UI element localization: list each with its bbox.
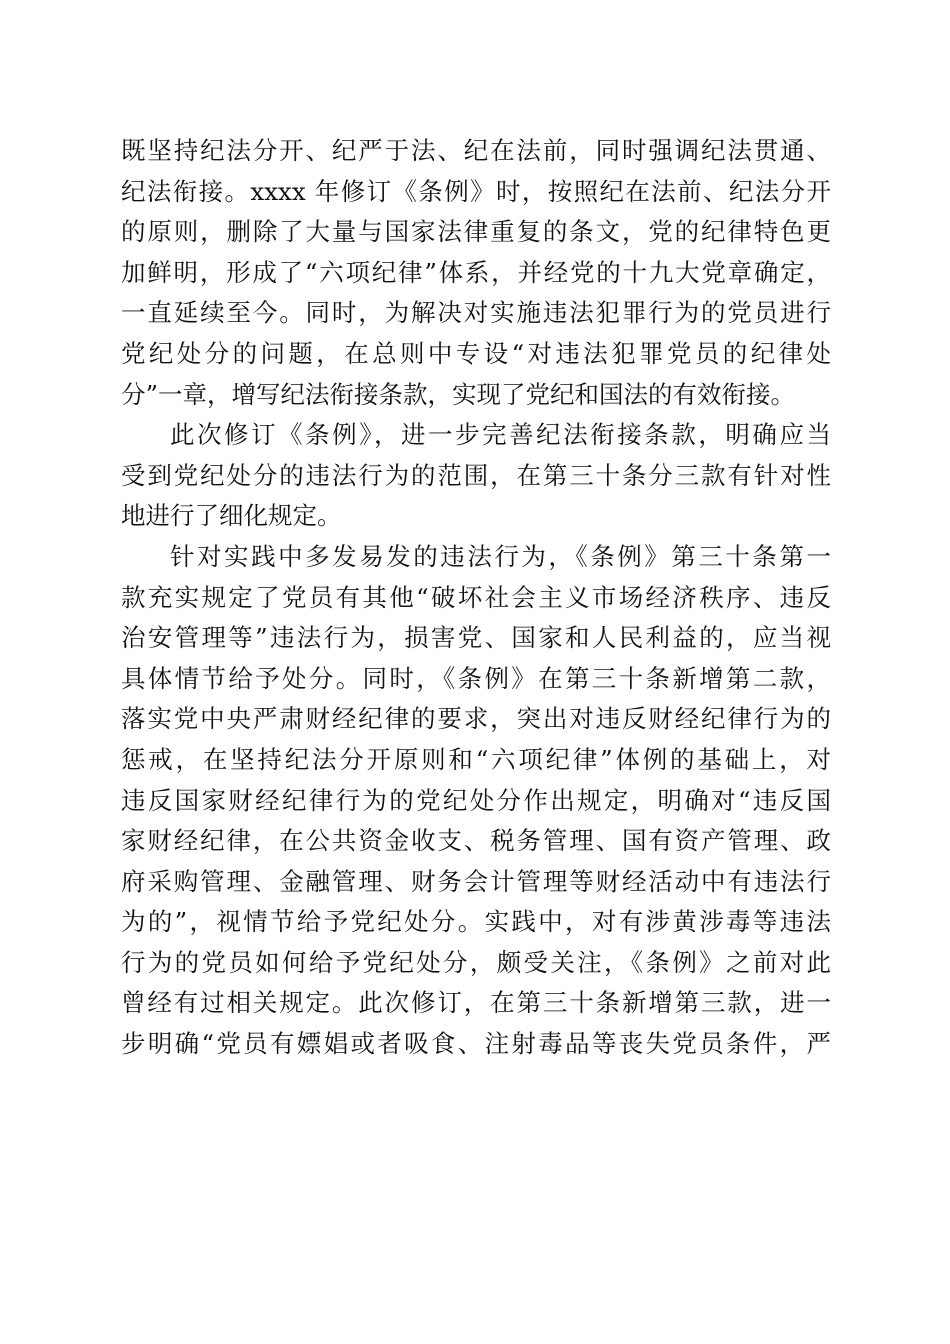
text-line: 既坚持纪法分开、纪严于法、纪在法前，同时强调纪法贯通、 xyxy=(121,136,831,165)
text-line: 治安管理等”违法行为，损害党、国家和人民利益的，应当视 xyxy=(121,623,831,653)
text-line: 府采购管理、金融管理、财务会计管理等财经活动中有违法行 xyxy=(121,866,831,896)
text-line: 党纪处分的问题，在总则中专设“对违法犯罪党员的纪律处 xyxy=(121,338,831,368)
document-body xyxy=(121,131,831,1065)
text-line: 款充实规定了党员有其他“破坏社会主义市场经济秩序、违反 xyxy=(121,582,831,612)
text-line: 步明确“党员有嫖娼或者吸食、注射毒品等丧失党员条件，严 xyxy=(121,1029,831,1059)
text-line: 的原则，删除了大量与国家法律重复的条文，党的纪律特色更 xyxy=(121,217,831,247)
text-line: 惩戒，在坚持纪法分开原则和“六项纪律”体例的基础上，对 xyxy=(121,744,831,774)
paragraph-first-line: 针对实践中多发易发的违法行为，《条例》第三十条第一 xyxy=(170,541,831,571)
text-line: 分”一章，增写纪法衔接条款，实现了党纪和国法的有效衔接。 xyxy=(121,379,796,409)
text-line: 加鲜明，形成了“六项纪律”体系，并经党的十九大党章确定， xyxy=(121,257,831,287)
text-line: 家财经纪律，在公共资金收支、税务管理、国有资产管理、政 xyxy=(121,826,831,856)
text-line: 地进行了细化规定。 xyxy=(121,501,342,531)
text-line: 违反国家财经纪律行为的党纪处分作出规定，明确对“违反国 xyxy=(121,785,831,815)
text-line: 落实党中央严肃财经纪律的要求，突出对违反财经纪律行为的 xyxy=(121,704,831,734)
text-line: 行为的党员如何给予党纪处分，颇受关注，《条例》之前对此 xyxy=(121,947,831,977)
paragraph-first-line: 此次修订《条例》，进一步完善纪法衔接条款，明确应当 xyxy=(170,420,831,450)
text-line: 一直延续至今。同时，为解决对实施违法犯罪行为的党员进行 xyxy=(121,298,831,328)
text-line: 为的”，视情节给予党纪处分。实践中，对有涉黄涉毒等违法 xyxy=(121,907,831,937)
text-line: 曾经有过相关规定。此次修订，在第三十条新增第三款，进一 xyxy=(121,988,831,1018)
text-line: 纪法衔接。xxxx 年修订《条例》时，按照纪在法前、纪法分开 xyxy=(121,176,831,206)
text-line: 具体情节给予处分。同时，《条例》在第三十条新增第二款， xyxy=(121,663,831,693)
text-line: 受到党纪处分的违法行为的范围，在第三十条分三款有针对性 xyxy=(121,460,831,490)
